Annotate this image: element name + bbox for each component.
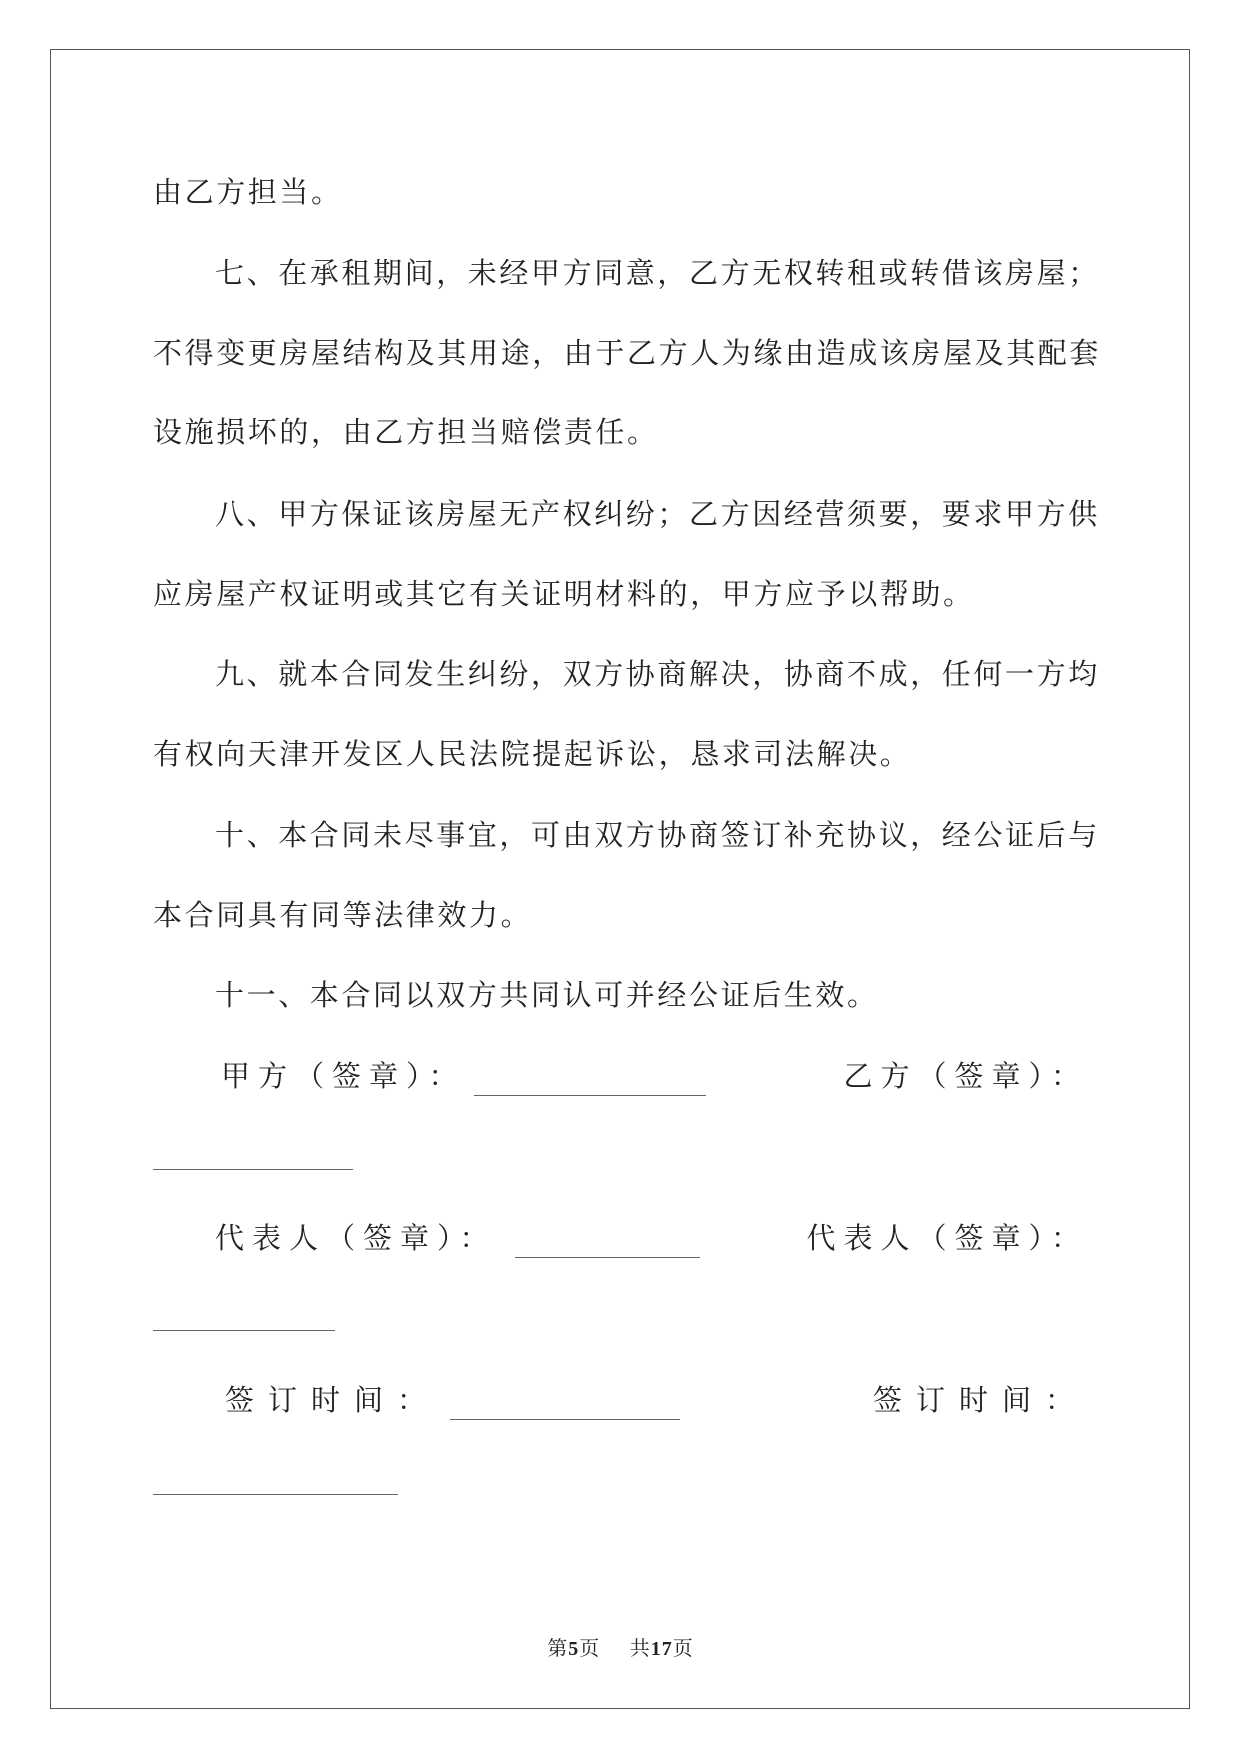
paragraph-line: 不得变更房屋结构及其用途，由于乙方人为缘由造成该房屋及其配套 — [153, 336, 1102, 370]
date-a-label: 签订时间： — [225, 1383, 441, 1417]
party-b-label: 乙方（签章）： — [843, 1059, 1088, 1093]
total-pages: 17 — [650, 1638, 673, 1660]
page-number: 5 — [568, 1638, 580, 1660]
paragraph-line: 本合同具有同等法律效力。 — [153, 898, 533, 932]
party-b-blank[interactable] — [153, 1169, 353, 1170]
party-a-label: 甲方（签章）： — [221, 1059, 466, 1093]
party-a-signature — [221, 1056, 706, 1096]
page-border — [50, 49, 1190, 1709]
paragraph-line: 十、本合同未尽事宜，可由双方协商签订补充协议，经公证后与 — [215, 818, 1100, 852]
paragraph-line: 由乙方担当。 — [153, 175, 343, 209]
page-suffix: 页 — [579, 1636, 601, 1660]
rep-b-label: 代表人（签章）： — [806, 1221, 1088, 1255]
date-b-blank[interactable] — [153, 1494, 398, 1495]
paragraph-line: 应房屋产权证明或其它有关证明材料的，甲方应予以帮助。 — [153, 577, 975, 611]
date-a-blank[interactable] — [450, 1391, 680, 1420]
paragraph-line: 十一、本合同以双方共同认可并经公证后生效。 — [215, 978, 879, 1012]
paragraph-line: 有权向天津开发区人民法院提起诉讼，恳求司法解决。 — [153, 737, 912, 771]
party-a-blank[interactable] — [474, 1067, 706, 1096]
total-suffix: 页 — [672, 1636, 694, 1660]
rep-a-signature — [215, 1218, 700, 1258]
page-prefix: 第 — [547, 1636, 569, 1660]
rep-a-blank[interactable] — [515, 1229, 700, 1258]
rep-a-label: 代表人（签章）： — [215, 1221, 497, 1255]
paragraph-line: 八、甲方保证该房屋无产权纠纷；乙方因经营须要，要求甲方供 — [215, 497, 1100, 531]
page-footer — [0, 1632, 1241, 1661]
paragraph-line: 设施损坏的，由乙方担当赔偿责任。 — [153, 415, 659, 449]
rep-b-blank[interactable] — [153, 1330, 335, 1331]
paragraph-line: 九、就本合同发生纠纷，双方协商解决，协商不成，任何一方均 — [215, 657, 1100, 691]
paragraph-line: 七、在承租期间，未经甲方同意，乙方无权转租或转借该房屋； — [215, 256, 1100, 290]
total-prefix: 共 — [629, 1636, 651, 1660]
date-a-signature — [225, 1380, 680, 1420]
date-b-label: 签订时间： — [872, 1383, 1088, 1417]
